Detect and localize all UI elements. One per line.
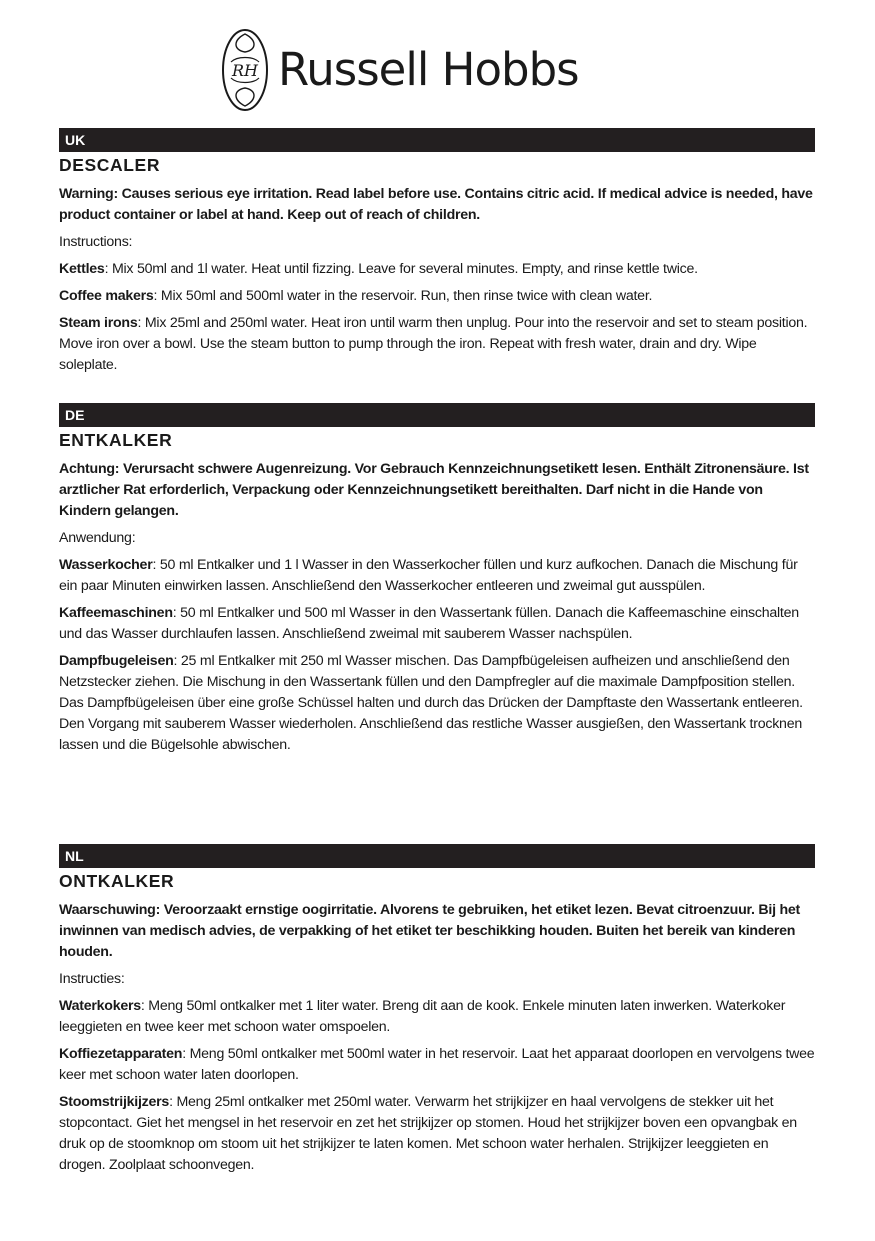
item-label: Koffiezetapparaten (59, 1046, 183, 1062)
instruction-item (59, 603, 815, 645)
item-text: : Mix 50ml and 1l water. Heat until fizzing. Leave for several minutes. Empty, and rinse kettle twice. (104, 261, 698, 277)
item-label: Wasserkocher (59, 557, 153, 573)
section-uk (59, 128, 815, 382)
instruction-item (59, 1044, 815, 1086)
russell-hobbs-logo-icon (221, 28, 269, 112)
instruction-item (59, 555, 815, 597)
logo-monogram: RH (232, 61, 258, 80)
language-bar: NL (59, 844, 815, 868)
item-label: Coffee makers (59, 288, 154, 304)
item-label: Waterkokers (59, 998, 141, 1014)
item-label: Kettles (59, 261, 105, 277)
item-text: : 50 ml Entkalker und 500 ml Wasser in den Wassertank füllen. Danach die Kaffeemaschine einschalten und das Wasser durchlaufen lassen. Anschließend zweimal mit sauberem Wasser nachspülen. (59, 605, 799, 642)
item-text: : 25 ml Entkalker mit 250 ml Wasser mischen. Das Dampfbügeleisen aufheizen und anschließend den Netzstecker ziehen. Die Mischung in den Wassertank füllen und den Dampfregler auf die maximale Dampfposition stellen. Das Dampfbügeleisen über eine große Schüssel halten und durch das Drücken der Dampftaste den Wassertank entleeren. Den Vorgang mit sauberem Wasser wiederholen. Anschließend das restliche Wasser ausgießen, den Wassertank trocknen lassen und die Bügelsohle abwischen. (59, 653, 803, 753)
instruction-item (59, 313, 815, 376)
instructions-heading: Anwendung: (59, 530, 136, 546)
warning-text: Warning: Causes serious eye irritation. Read label before use. Contains citric acid. If medical advice is needed, have product container or label at hand. Keep out of reach of children. (59, 186, 813, 223)
item-label: Dampfbugeleisen (59, 653, 174, 669)
item-text: : Mix 25ml and 250ml water. Heat iron until warm then unplug. Pour into the reservoir and set to steam position. Move iron over a bowl. Use the steam button to pump through the iron. Repeat with fresh water, drain and dry. Wipe soleplate. (59, 315, 808, 373)
item-text: : 50 ml Entkalker und 1 l Wasser in den Wasserkocher füllen und kurz aufkochen. Danach die Mischung für ein paar Minuten einwirken lassen. Anschließend den Wasserkocher entleeren und zweimal gut ausspülen. (59, 557, 798, 594)
language-bar: DE (59, 403, 815, 427)
instruction-item (59, 286, 815, 307)
language-bar: UK (59, 128, 815, 152)
item-label: Stoomstrijkijzers (59, 1094, 170, 1110)
item-label: Kaffeemaschinen (59, 605, 173, 621)
warning-text: Achtung: Verursacht schwere Augenreizung. Vor Gebrauch Kennzeichnungsetikett lesen. Enthält Zitronensäure. Ist arztlicher Rat erforderlich, Verpackung oder Kennzeichnungsetikett bereithalten. Darf nicht in die Hande von Kindern gelangen. (59, 461, 809, 519)
instructions-heading: Instructies: (59, 971, 125, 987)
section-de (59, 403, 815, 762)
section-title: ONTKALKER (59, 871, 175, 891)
warning-text: Waarschuwing: Veroorzaakt ernstige oogirritatie. Alvorens te gebruiken, het etiket lezen. Bevat citroenzuur. Bij het inwinnen van medisch advies, de verpakking of het etiket ter beschikking houden. Buiten het bereik van kinderen houden. (59, 902, 800, 960)
instruction-item (59, 996, 815, 1038)
brand-name: Russell Hobbs (278, 43, 579, 96)
instruction-item (59, 651, 815, 756)
section-title: DESCALER (59, 155, 161, 175)
item-text: : Meng 50ml ontkalker met 500ml water in het reservoir. Laat het apparaat doorlopen en vervolgens twee keer met schoon water laten doorlopen. (59, 1046, 815, 1083)
item-label: Steam irons (59, 315, 138, 331)
instruction-item (59, 1092, 815, 1176)
item-text: : Meng 50ml ontkalker met 1 liter water. Breng dit aan de kook. Enkele minuten laten inwerken. Waterkoker leeggieten en twee keer met schoon water omspoelen. (59, 998, 786, 1035)
instruction-item (59, 259, 815, 280)
page-header (0, 22, 875, 118)
section-title: ENTKALKER (59, 430, 173, 450)
item-text: : Mix 50ml and 500ml water in the reservoir. Run, then rinse twice with clean water. (153, 288, 653, 304)
section-nl (59, 844, 815, 1182)
instructions-heading: Instructions: (59, 234, 133, 250)
item-text: : Meng 25ml ontkalker met 250ml water. Verwarm het strijkijzer en haal vervolgens de stekker uit het stopcontact. Giet het mengsel in het reservoir en zet het strijkijzer op stomen. Houd het strijkijzer boven een opvangbak en druk op de stoomknop om stoom uit het strijkijzer te laten komen. Met schoon water herhalen. Strijkijzer leeggieten en drogen. Zoolplaat schoonvegen. (59, 1094, 797, 1173)
